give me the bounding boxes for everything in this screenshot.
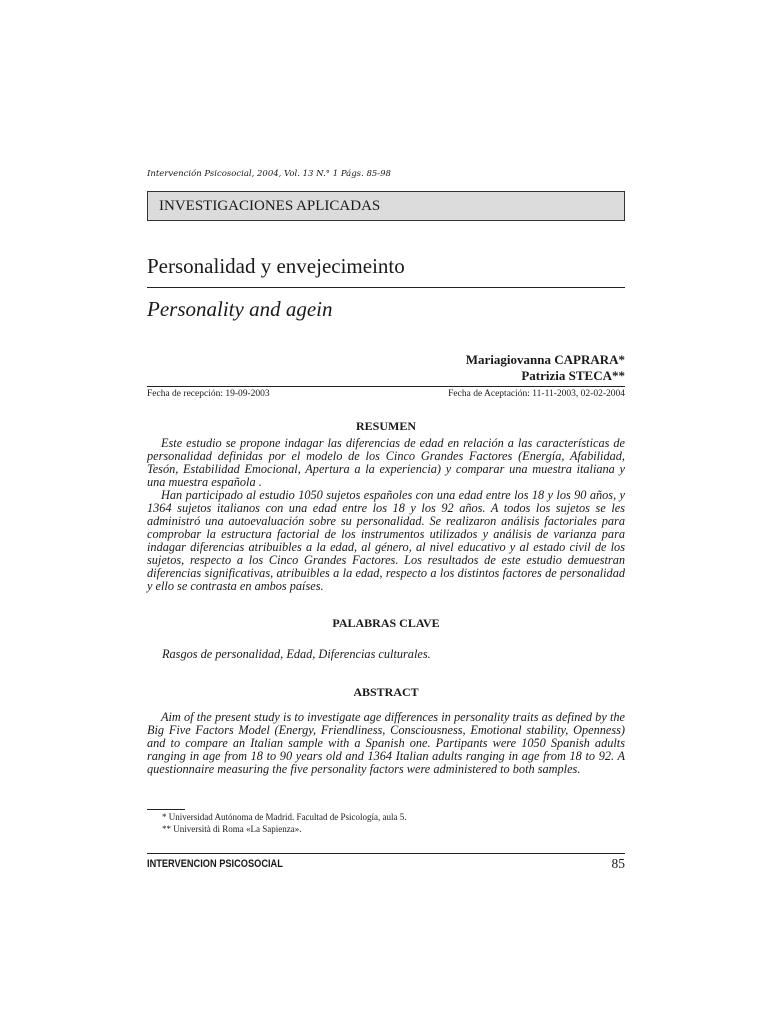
resumen-body — [147, 437, 625, 593]
title-divider — [147, 287, 625, 288]
section-label: INVESTIGACIONES APLICADAS — [159, 197, 381, 214]
abstract-body — [147, 711, 625, 776]
abstract-heading: ABSTRACT — [353, 685, 419, 699]
date-received: Fecha de recepción: 19-09-2003 — [147, 389, 270, 399]
journal-reference: Intervención Psicosocial, 2004, Vol. 13 N.° 1 Págs. 85-98 — [147, 169, 391, 179]
dates-divider — [147, 386, 625, 387]
resumen-heading: RESUMEN — [355, 419, 416, 433]
footnote-2: ** Università di Roma «La Sapienza». — [162, 824, 302, 834]
footer-journal-name: INTERVENCION PSICOSOCIAL — [147, 858, 283, 870]
footnote-divider — [147, 809, 185, 810]
author-steca: Patrizia STECA** — [521, 368, 625, 383]
footer-divider — [147, 853, 625, 854]
section-banner — [147, 191, 625, 221]
article-title-english: Personality and agein — [147, 297, 333, 321]
author-caprara: Mariagiovanna CAPRARA* — [465, 352, 625, 367]
resumen-paragraph: Han participado al estudio 1050 sujetos españoles con una edad entre los 18 y los 90 años, y 1364 sujetos italianos con una edad entre los 18 y los 92 años. A todos los sujetos se les administró una autoevaluación sobre su personalidad. Se realizaron análisis factoriales para comprobar la estructura factorial de los instrumentos utilizados y análisis de varianza para indagar diferencias atribuibles a la edad, al género, al nivel educativo y al estado civil de los sujetos, respecto a los Cinco Grandes Factores. Los resultados de este estudio demuestran diferencias significativas, atribuibles a la edad, respecto a los distintos factores de personalidad y ello se contrasta en ambos países. — [147, 488, 625, 593]
date-accepted: Fecha de Aceptación: 11-11-2003, 02-02-2004 — [448, 389, 625, 399]
abstract-paragraph: Aim of the present study is to investigate age differences in personality traits as defined by the Big Five Factors Model (Energy, Friendliness, Consciousness, Emotional stability, Openness) and to compare an Italian sample with a Spanish one. Partipants were 1050 Spanish adults ranging in age from 18 to 90 years old and 1364 Italian adults ranging in age from 18 to 92. A questionnaire measuring the five personality factors were administered to both samples. — [147, 710, 625, 776]
keywords-text: Rasgos de personalidad, Edad, Diferencias culturales. — [162, 647, 431, 661]
resumen-paragraph: Este estudio se propone indagar las diferencias de edad en relación a las características de personalidad definidas por el modelo de los Cinco Grandes Factores (Energía, Afabilidad, Tesón, Estabilidad Emocional, Apertura a la experiencia) y comparar una muestra italiana y una muestra española . — [147, 436, 625, 489]
footnote-1: * Universidad Autónoma de Madrid. Facultad de Psicología, aula 5. — [162, 812, 407, 822]
article-title-spanish: Personalidad y envejecimeinto — [147, 254, 405, 278]
page-number: 85 — [611, 856, 625, 871]
keywords-heading: PALABRAS CLAVE — [332, 616, 440, 630]
